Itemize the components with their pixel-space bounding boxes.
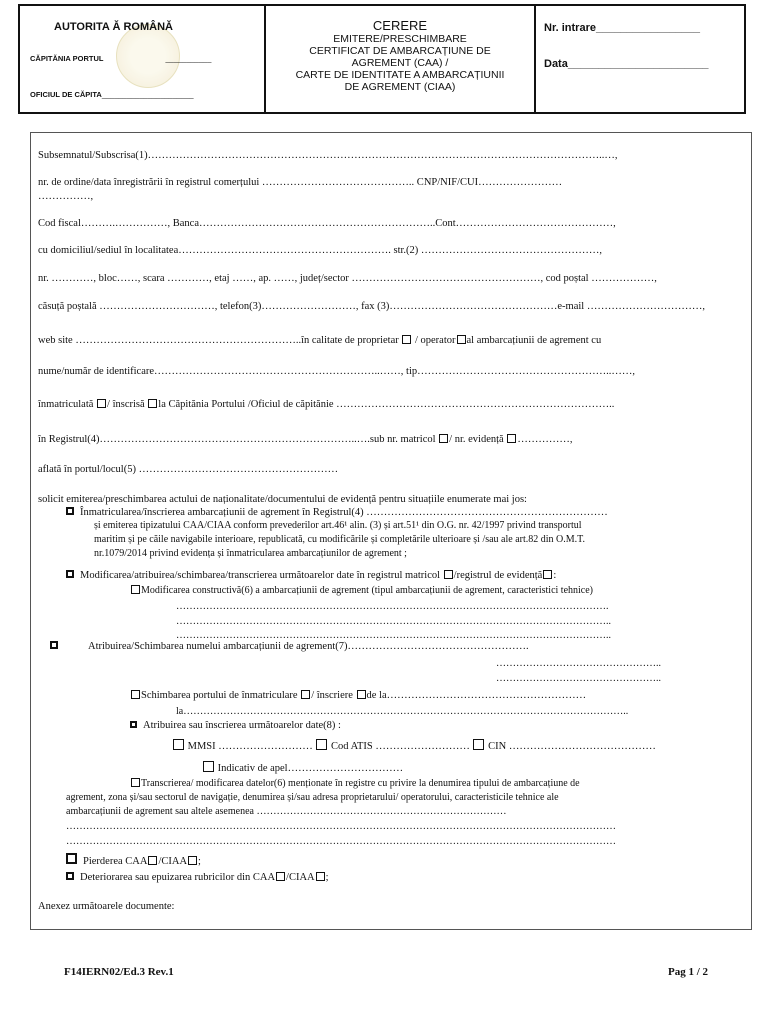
- mmsi-checkbox[interactable]: [173, 739, 184, 750]
- form-title: CERERE: [372, 18, 428, 33]
- rename-field-2[interactable]: …………………………………………..: [496, 673, 661, 684]
- owner-checkbox[interactable]: [402, 335, 411, 344]
- constructive-checkbox[interactable]: [131, 585, 140, 594]
- contact-line[interactable]: căsuță poștală ……………………………, telefon(3)………………………, fax (3)…………………………………………e-mail ……………………………,: [38, 301, 705, 312]
- registry-cnp-line[interactable]: nr. de ordine/data înregistrării în registrul comerțului …………………………………….. CNP/NIF/CUI……………………: [38, 177, 563, 188]
- registration-text-4: nr.1079/2014 privind evidența și înmatricularea ambarcațiunilor de agrement ;: [94, 548, 407, 559]
- atis-field[interactable]: Cod ATIS ………………………: [331, 741, 470, 752]
- loss-caa-checkbox[interactable]: [148, 856, 157, 865]
- oficiul-blank[interactable]: ______________________: [101, 90, 194, 99]
- registration-text: Înmatricularea/înscrierea ambarcațiunii de agrement în Registrul(4) ……………………………………………………………: [80, 507, 608, 518]
- registered-label: înmatriculată: [38, 399, 94, 410]
- form-header: [18, 4, 746, 114]
- port-change-checkbox[interactable]: [131, 690, 140, 699]
- atis-checkbox[interactable]: [316, 739, 327, 750]
- role-suffix: al ambarcațiunii de agrement cu: [466, 335, 602, 346]
- transcribe-checkbox[interactable]: [131, 778, 140, 787]
- enrolled-checkbox[interactable]: [148, 399, 157, 408]
- port-change-text: Schimbarea portului de înmatriculare: [141, 690, 298, 701]
- loss-checkbox[interactable]: [66, 853, 77, 864]
- register-number-line: [38, 434, 572, 445]
- registration-checkbox[interactable]: [66, 507, 74, 515]
- capitania-line: [30, 54, 211, 63]
- port-to-field[interactable]: la……………………………………………………………………………………………………………………..: [176, 706, 629, 717]
- oficiul-label: OFICIUL DE CĂPITA: [30, 90, 102, 99]
- rename-checkbox[interactable]: [50, 641, 58, 649]
- transcribe-text-3[interactable]: ambarcațiunii de agrement sau altele asemenea …………………………………………………………………: [66, 806, 507, 817]
- capitania-label: CĂPITĂNIA PORTUL: [30, 54, 104, 63]
- registration-text-2: și emiterea tipizatului CAA/CIAA conform prevederilor art.46¹ alin. (3) și art.51¹ din O.G. nr. 42/1997 privind transportul: [94, 520, 582, 531]
- damage-text: Deteriorarea sau epuizarea rubricilor din CAA: [80, 872, 276, 883]
- registration-cell: [536, 6, 744, 112]
- title-cell: [266, 6, 536, 112]
- option-modify-data: [66, 570, 556, 581]
- cin-checkbox[interactable]: [473, 739, 484, 750]
- authority-cell: [20, 6, 266, 112]
- applicant-name-line[interactable]: Subsemnatul/Subscrisa(1)…………………………………………………………………………………………………………………..…,: [38, 150, 618, 161]
- enrolled-label: / înscrisă: [107, 399, 145, 410]
- port-enroll-label: / înscriere: [311, 690, 353, 701]
- vessel-name-type-line[interactable]: nume/număr de identificare………………………………………………………..……, tip………………………………………………..……,: [38, 366, 635, 377]
- damage-caa-checkbox[interactable]: [276, 872, 285, 881]
- transcribe-field-2[interactable]: …………………………………………………………………………………………………………………………………………………: [66, 836, 616, 847]
- port-from-field[interactable]: de la…………………………………………………: [366, 690, 587, 701]
- constructive-text: Modificarea constructivă(6) a ambarcațiunii de agrement (tipul ambarcațiunii de agrement, caracteristici tehnice): [141, 585, 594, 596]
- evidence-register-label: /registrul de evidență: [453, 570, 543, 581]
- loss-ciaa-checkbox[interactable]: [188, 856, 197, 865]
- title-line: EMITERE/PRESCHIMBARE: [333, 33, 467, 45]
- option-rename: [50, 641, 529, 652]
- modify-data-checkbox[interactable]: [66, 570, 74, 578]
- form-code: F14IERN02/Ed.3 Rev.1: [64, 966, 174, 978]
- option-transcribe: [130, 778, 580, 789]
- damage-ciaa-checkbox[interactable]: [316, 872, 325, 881]
- transcribe-text: Transcrierea/ modificarea datelor(6) menționate în registre cu privire la denumirea tipului de ambarcațiune de: [141, 778, 580, 789]
- evidence-number-field[interactable]: ……………,: [517, 434, 573, 445]
- option-constructive: [130, 585, 593, 596]
- call-sign-checkbox[interactable]: [203, 761, 214, 772]
- capitania-blank[interactable]: ___________: [165, 54, 212, 63]
- constructive-field-2[interactable]: …………………………………………………………………………………………………………………..: [176, 616, 611, 627]
- damage-ciaa-label: /CIAA: [286, 872, 315, 883]
- constructive-field-3[interactable]: …………………………………………………………………………………………………………………..: [176, 630, 611, 641]
- request-intro: solicit emiterea/preschimbarea actului de naționalitate/documentului de evidență pentru situațiile enumerate mai jos:: [38, 494, 527, 505]
- authority-name: AUTORITA Ă ROMÂNĂ: [54, 21, 173, 33]
- title-line: CERTIFICAT DE AMBARCAȚIUNE DE: [309, 45, 491, 57]
- title-line: DE AGREMENT (CIAA): [344, 81, 456, 93]
- port-enroll-checkbox[interactable]: [301, 690, 310, 699]
- constructive-field-1[interactable]: ………………………………………………………………………………………………………………….: [176, 601, 609, 612]
- cin-field[interactable]: CIN ……………………………………: [488, 741, 656, 752]
- registered-checkbox[interactable]: [97, 399, 106, 408]
- attachments-label: Anexez următoarele documente:: [38, 901, 175, 912]
- modify-data-text: Modificarea/atribuirea/schimbarea/transcrierea următoarelor date în registrul matricol: [80, 570, 441, 581]
- register-field[interactable]: în Registrul(4)………………………………………………………………..….sub nr. matricol: [38, 434, 436, 445]
- evidence-register-checkbox[interactable]: [543, 570, 552, 579]
- title-line: AGREMENT (CAA) /: [351, 57, 449, 69]
- rename-text: Atribuirea/Schimbarea numelui ambarcațiunii de agrement(7)…………………………………………….: [88, 641, 529, 652]
- title-line: CARTE DE IDENTITATE A AMBARCAȚIUNII: [295, 69, 505, 81]
- transcribe-text-2: agrement, zona și/sau sectorul de navigație, denumirea și/sau adresa proprietarului/ operatorului, caracteristicile tehnice ale: [66, 792, 559, 803]
- registration-text-3: maritim și pe căile navigabile interioare, republicată, cu modificările și completările ulterioare și /sau ale art.82 din O.M.T.: [94, 534, 586, 545]
- transcribe-field-1[interactable]: …………………………………………………………………………………………………………………………………………………: [66, 821, 616, 832]
- semicolon: ;: [198, 856, 201, 867]
- damage-checkbox[interactable]: [66, 872, 74, 880]
- port-from-checkbox[interactable]: [357, 690, 366, 699]
- harbour-office-field[interactable]: la Căpitănia Portului /Oficiul de căpitănie ……………………………………………………………………..: [158, 399, 615, 410]
- call-sign-field[interactable]: Indicativ de apel……………………………: [217, 763, 404, 774]
- evidence-checkbox[interactable]: [507, 434, 516, 443]
- page-number: Pag 1 / 2: [668, 966, 709, 978]
- website-role-line: [38, 335, 601, 346]
- operator-checkbox[interactable]: [457, 335, 466, 344]
- fiscal-bank-line[interactable]: Cod fiscal……….……………, Banca…………………………………………………………..Cont………………………………………,: [38, 218, 616, 229]
- matricol-checkbox[interactable]: [439, 434, 448, 443]
- registry-cnp-line-cont[interactable]: ……………,: [38, 191, 94, 202]
- option-loss: [66, 853, 201, 867]
- colon: :: [553, 570, 557, 581]
- loss-ciaa-label: /CIAA: [158, 856, 188, 867]
- mmsi-field[interactable]: MMSI ………………………: [187, 741, 313, 752]
- option-registration: [66, 507, 608, 518]
- assign-data-checkbox[interactable]: [130, 721, 137, 728]
- matricol-register-checkbox[interactable]: [444, 570, 453, 579]
- call-sign-option: [202, 761, 403, 774]
- evidence-label: / nr. evidență: [449, 434, 504, 445]
- registration-type-line: [38, 399, 614, 410]
- assign-data-text: Atribuirea sau înscrierea următoarelor date(8) :: [143, 720, 341, 731]
- operator-label: / operator: [412, 335, 456, 346]
- address-details-line[interactable]: nr. …………, bloc……, scara …………, etaj ……, ap. ……, județ/sector ………………………………………………, cod poștal ………………,: [38, 273, 657, 284]
- address-line[interactable]: cu domiciliul/sediul în localitatea……………………………………………………. str.(2) ……………………………………………,: [38, 245, 603, 256]
- oficiul-line: [30, 90, 194, 99]
- port-location-line[interactable]: aflată în portul/locul(5) …………………………………………………: [38, 464, 339, 475]
- option-port-change: [130, 690, 586, 701]
- rename-field-1[interactable]: …………………………………………..: [496, 658, 661, 669]
- loss-text: Pierderea CAA: [83, 856, 148, 867]
- website-field[interactable]: web site ………………………………………………………..în calitate de proprietar: [38, 335, 399, 346]
- semicolon: ;: [325, 872, 329, 883]
- option-assign-data: [130, 720, 341, 731]
- identifier-options: [172, 739, 656, 752]
- nr-intrare-field[interactable]: Nr. intrare_________________: [544, 22, 700, 34]
- option-damage: [66, 872, 329, 883]
- data-field[interactable]: Data_______________________: [544, 58, 709, 70]
